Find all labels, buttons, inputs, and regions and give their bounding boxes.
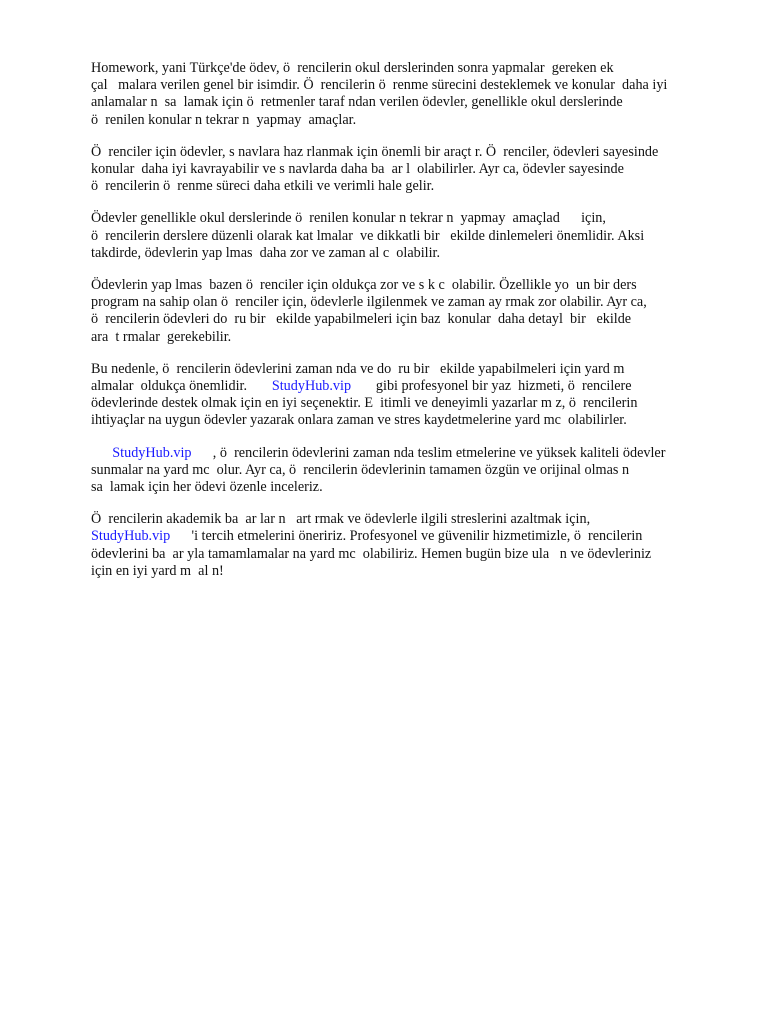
text-line xyxy=(91,277,731,294)
text-segment: ödevlerinde destek olmak için en iyi seçenektir. E itimli ve deneyimli yazarlar m z, ö rencilerin xyxy=(91,395,638,412)
text-segment: Bu nedenle, ö rencilerin ödevlerini zaman nda ve do ru bir ekilde yapabilmeleri için yard m xyxy=(91,360,625,377)
text-segment: program na sahip olan ö renciler için, ödevlerle ilgilenmek ve zaman ay rmak zor olabilir. Ayr ca, xyxy=(91,294,647,311)
text-line xyxy=(91,546,731,563)
studyhub-link[interactable]: StudyHub.vip xyxy=(91,528,171,545)
studyhub-link[interactable]: StudyHub.vip xyxy=(112,444,192,461)
text-line xyxy=(91,178,731,195)
text-segment: , ö rencilerin ödevlerini zaman nda teslim etmelerine ve yüksek kaliteli ödevler xyxy=(191,444,666,461)
text-segment xyxy=(91,445,112,461)
text-segment: Ödevlerin yap lmas bazen ö renciler için oldukça zor ve s k c olabilir. Özellikle yo un bir ders xyxy=(91,277,637,294)
text-line xyxy=(91,294,731,311)
text-line xyxy=(91,210,731,227)
text-segment: sunmalar na yard mc olur. Ayr ca, ö rencilerin ödevlerinin tamamen özgün ve orijinal olmas n xyxy=(91,461,630,478)
text-segment: için en iyi yard m al n! xyxy=(91,562,224,579)
text-segment: konular daha iyi kavrayabilir ve s navlarda daha ba ar l olabilirler. Ayr ca, ödevler sayesinde xyxy=(91,161,624,178)
text-segment: takdirde, ödevlerin yap lmas daha zor ve zaman al c olabilir. xyxy=(91,244,441,261)
text-segment: ö renilen konular n tekrar n yapmay amaçlar. xyxy=(91,111,357,128)
text-line xyxy=(91,228,731,245)
text-line xyxy=(91,94,731,111)
text-segment: ö rencilerin ödevleri do ru bir ekilde yapabilmeleri için baz konular daha detayl bir ekilde xyxy=(91,311,632,328)
text-line xyxy=(91,479,731,496)
text-line xyxy=(91,60,731,77)
text-segment: gibi profesyonel bir yaz hizmeti, ö rencilere xyxy=(351,378,632,395)
text-segment: çal malara verilen genel bir isimdir. Ö rencilerin ö renme sürecini desteklemek ve konular daha iyi xyxy=(91,77,668,94)
text-segment: ö rencilerin ö renme süreci daha etkili ve verimli hale gelir. xyxy=(91,178,435,195)
text-line xyxy=(91,395,731,412)
text-segment: sa lamak için her ödevi özenle inceleriz. xyxy=(91,479,323,496)
text-segment: 'i tercih etmelerini öneririz. Profesyonel ve güvenilir hizmetimizle, ö rencilerin xyxy=(170,528,643,545)
text-line xyxy=(91,245,731,262)
text-segment: ödevlerini ba ar yla tamamlamalar na yard mc olabiliriz. Hemen bugün bize ula n ve ödevleriniz xyxy=(91,545,652,562)
paragraph xyxy=(91,277,731,346)
text-line xyxy=(91,361,731,378)
text-line xyxy=(91,329,731,346)
text-line xyxy=(91,563,731,580)
text-line xyxy=(91,311,731,328)
text-segment: Homework, yani Türkçe'de ödev, ö rencilerin okul derslerinden sonra yapmalar gereken ek xyxy=(91,60,614,76)
paragraph xyxy=(91,361,731,430)
text-line xyxy=(91,144,731,161)
text-segment: ara t rmalar gerekebilir. xyxy=(91,328,232,345)
text-line xyxy=(91,445,731,462)
text-line xyxy=(91,77,731,94)
paragraph xyxy=(91,144,731,196)
text-segment: anlamalar n sa lamak için ö retmenler taraf ndan verilen ödevler, genellikle okul derslerinde xyxy=(91,94,623,111)
text-line xyxy=(91,378,731,395)
text-line xyxy=(91,462,731,479)
text-segment: Ödevler genellikle okul derslerinde ö renilen konular n tekrar n yapmay amaçlad için, xyxy=(91,210,606,227)
paragraph xyxy=(91,210,731,262)
paragraph xyxy=(91,445,731,497)
text-segment: ihtiyaçlar na uygun ödevler yazarak onlara zaman ve stres kaydetmelerine yard mc olabilirler. xyxy=(91,412,627,429)
text-line xyxy=(91,112,731,129)
text-line xyxy=(91,161,731,178)
studyhub-link[interactable]: StudyHub.vip xyxy=(271,378,352,395)
text-line xyxy=(91,511,731,528)
text-segment: ö rencilerin derslere düzenli olarak kat lmalar ve dikkatli bir ekilde dinlemeleri önemlidir. Aksi xyxy=(91,227,645,244)
text-segment: almalar oldukça önemlidir. xyxy=(91,378,272,395)
text-segment: Ö rencilerin akademik ba ar lar n art rmak ve ödevlerle ilgili streslerini azaltmak için, xyxy=(91,511,591,528)
text-segment: Ö renciler için ödevler, s navlara haz rlanmak için önemli bir araçt r. Ö renciler, ödevleri sayesinde xyxy=(91,143,659,160)
text-line xyxy=(91,528,731,545)
document-page xyxy=(91,60,731,595)
paragraph xyxy=(91,511,731,580)
paragraph xyxy=(91,60,731,129)
text-line xyxy=(91,412,731,429)
